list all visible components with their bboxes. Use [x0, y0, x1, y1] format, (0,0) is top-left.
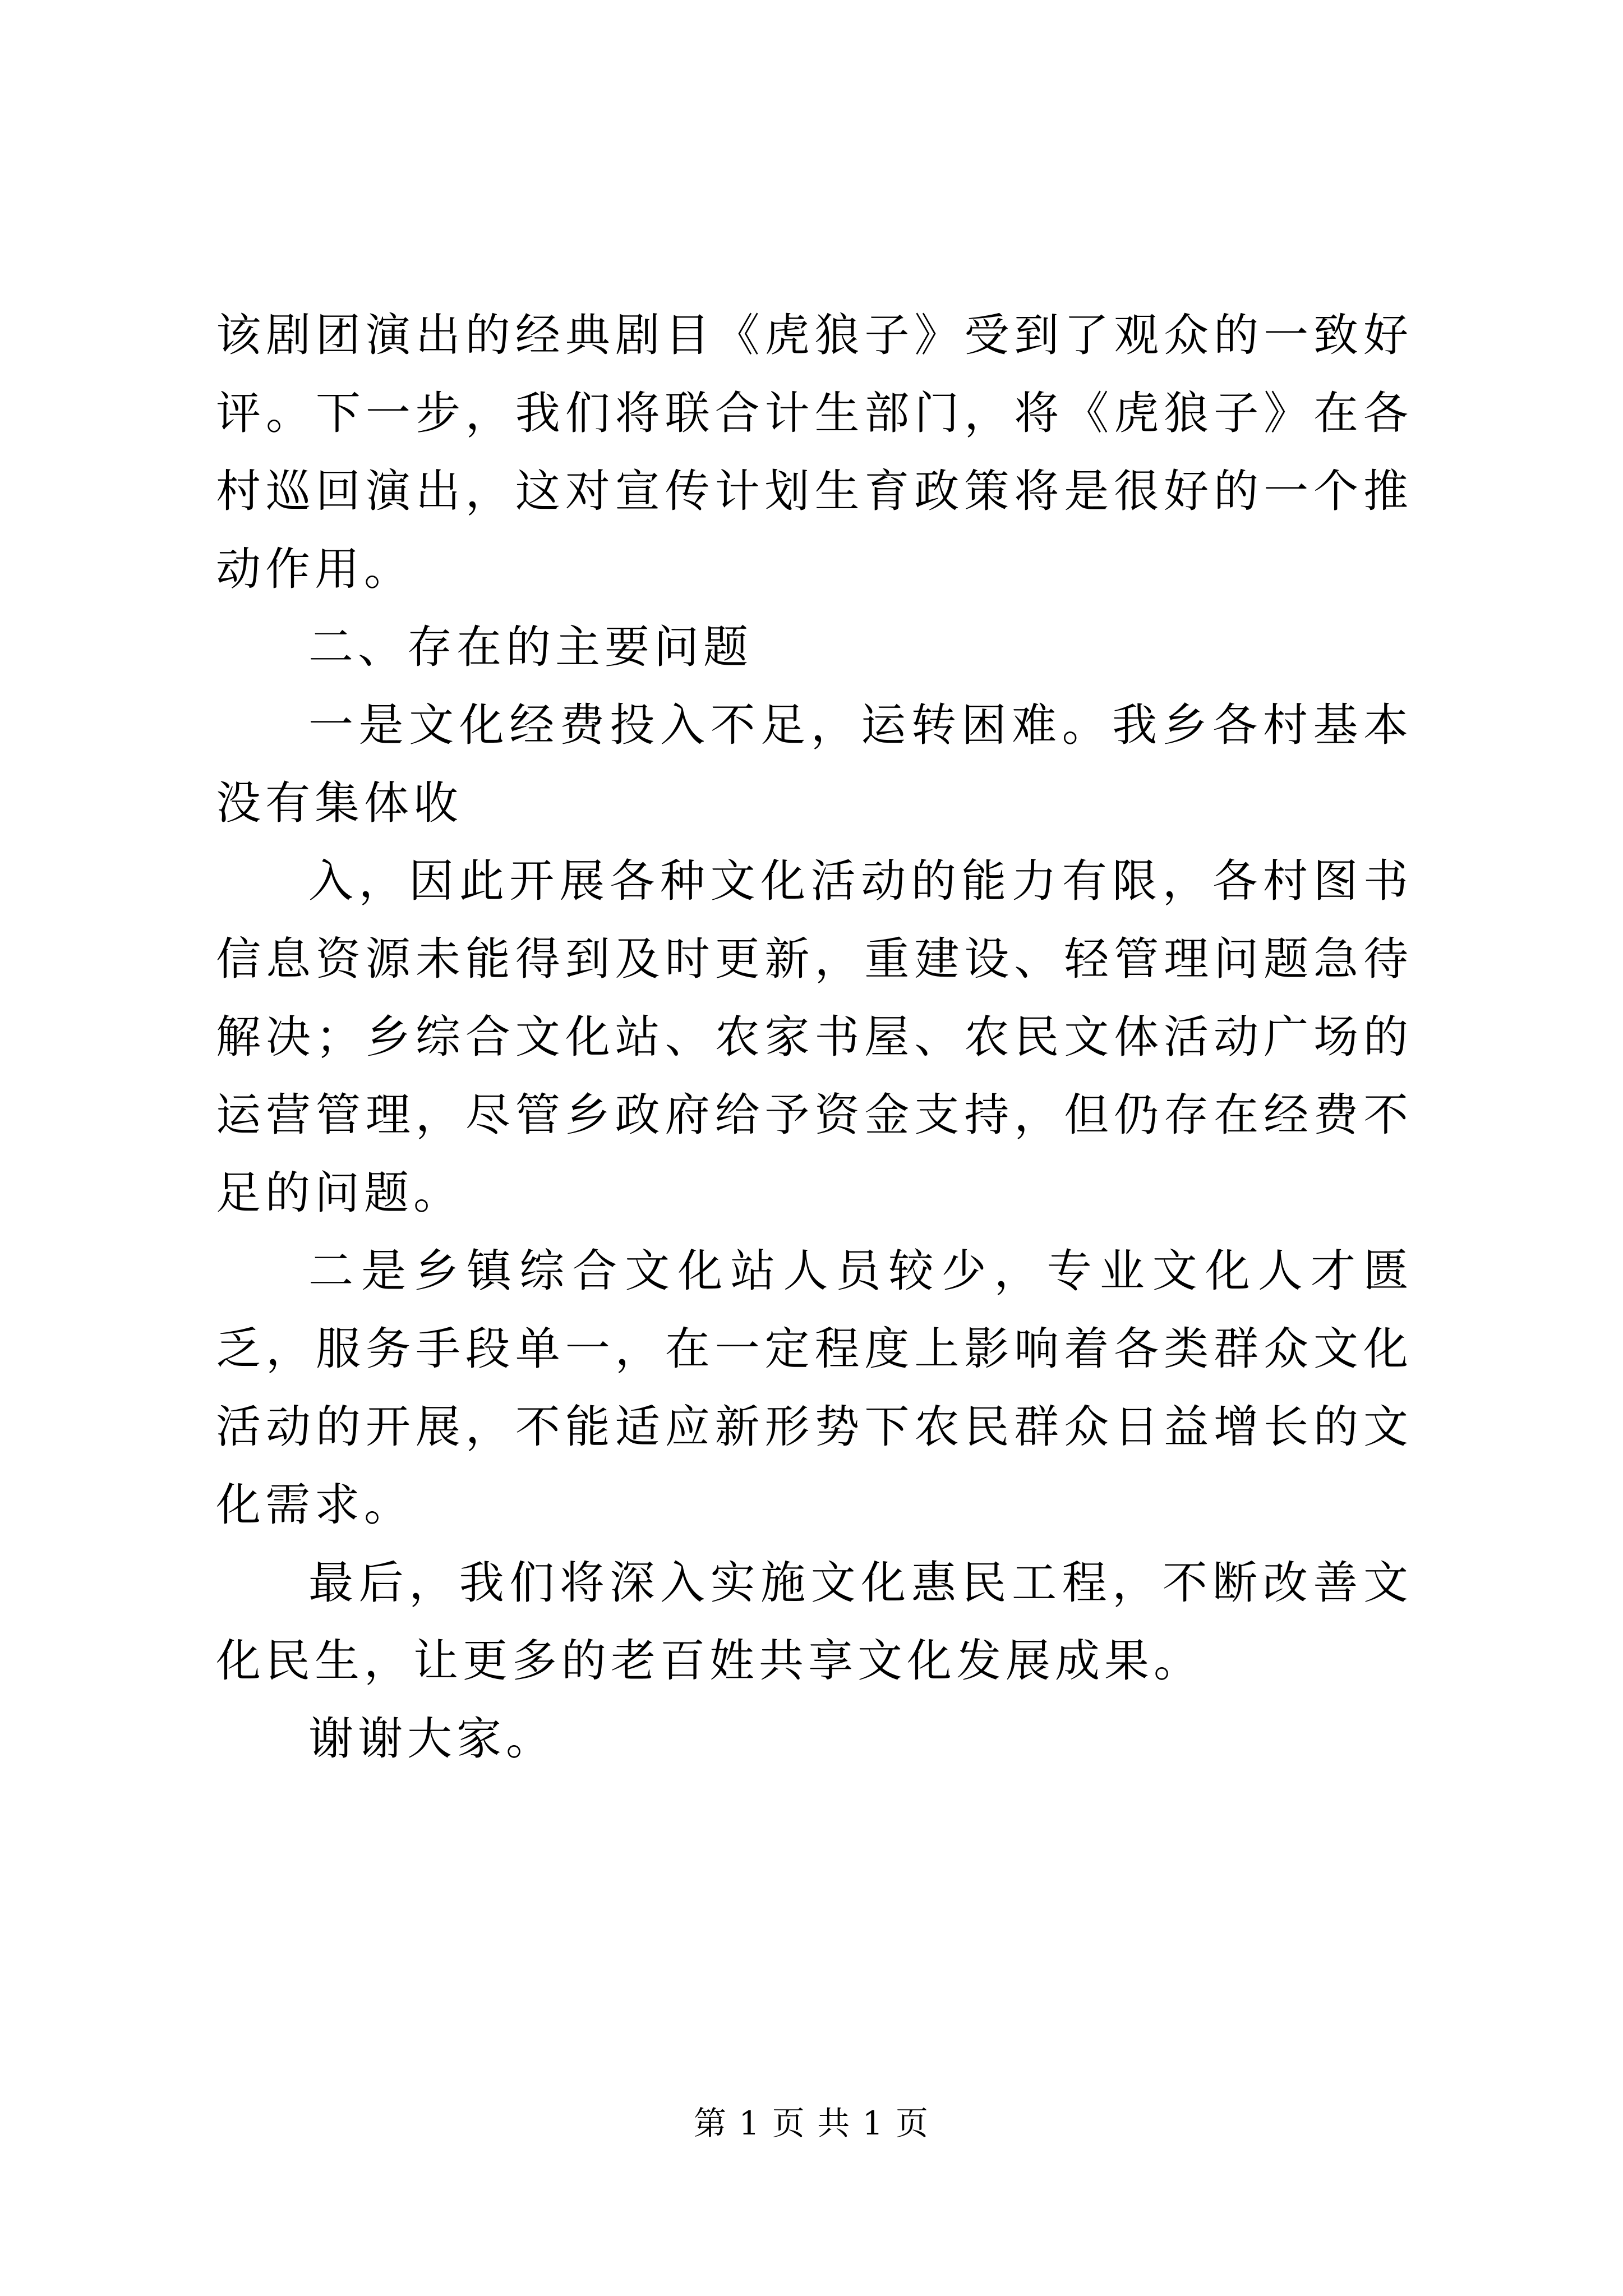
paragraph-conclusion: 最后，我们将深入实施文化惠民工程，不断改善文化民生，让更多的老百姓共享文化发展成果。	[216, 1557, 1413, 1687]
page-footer: 第 1 页 共 1 页	[694, 2104, 929, 2142]
document-body	[216, 296, 1413, 1778]
paragraph-problem-one-start: 一是文化经费投入不足，运转困难。我乡各村基本没有集体收	[216, 699, 1413, 829]
paragraph-thanks: 谢谢大家。	[308, 1713, 555, 1765]
paragraph-problem-one-detail: 入，因此开展各种文化活动的能力有限，各村图书信息资源未能得到及时更新，重建设、轻管理问题急待解决；乡综合文化站、农家书屋、农民文体活动广场的运营管理，尽管乡政府给予资金支持，但仍存在经费不足的问题。	[216, 855, 1413, 1219]
section-heading: 二、存在的主要问题	[308, 621, 753, 673]
paragraph-continuation: 该剧团演出的经典剧目《虎狼子》受到了观众的一致好评。下一步，我们将联合计生部门，将《虎狼子》在各村巡回演出，这对宣传计划生育政策将是很好的一个推动作用。	[216, 309, 1413, 595]
paragraph-problem-two: 二是乡镇综合文化站人员较少，专业文化人才匮乏，服务手段单一，在一定程度上影响着各类群众文化活动的开展，不能适应新形势下农民群众日益增长的文化需求。	[216, 1245, 1413, 1531]
